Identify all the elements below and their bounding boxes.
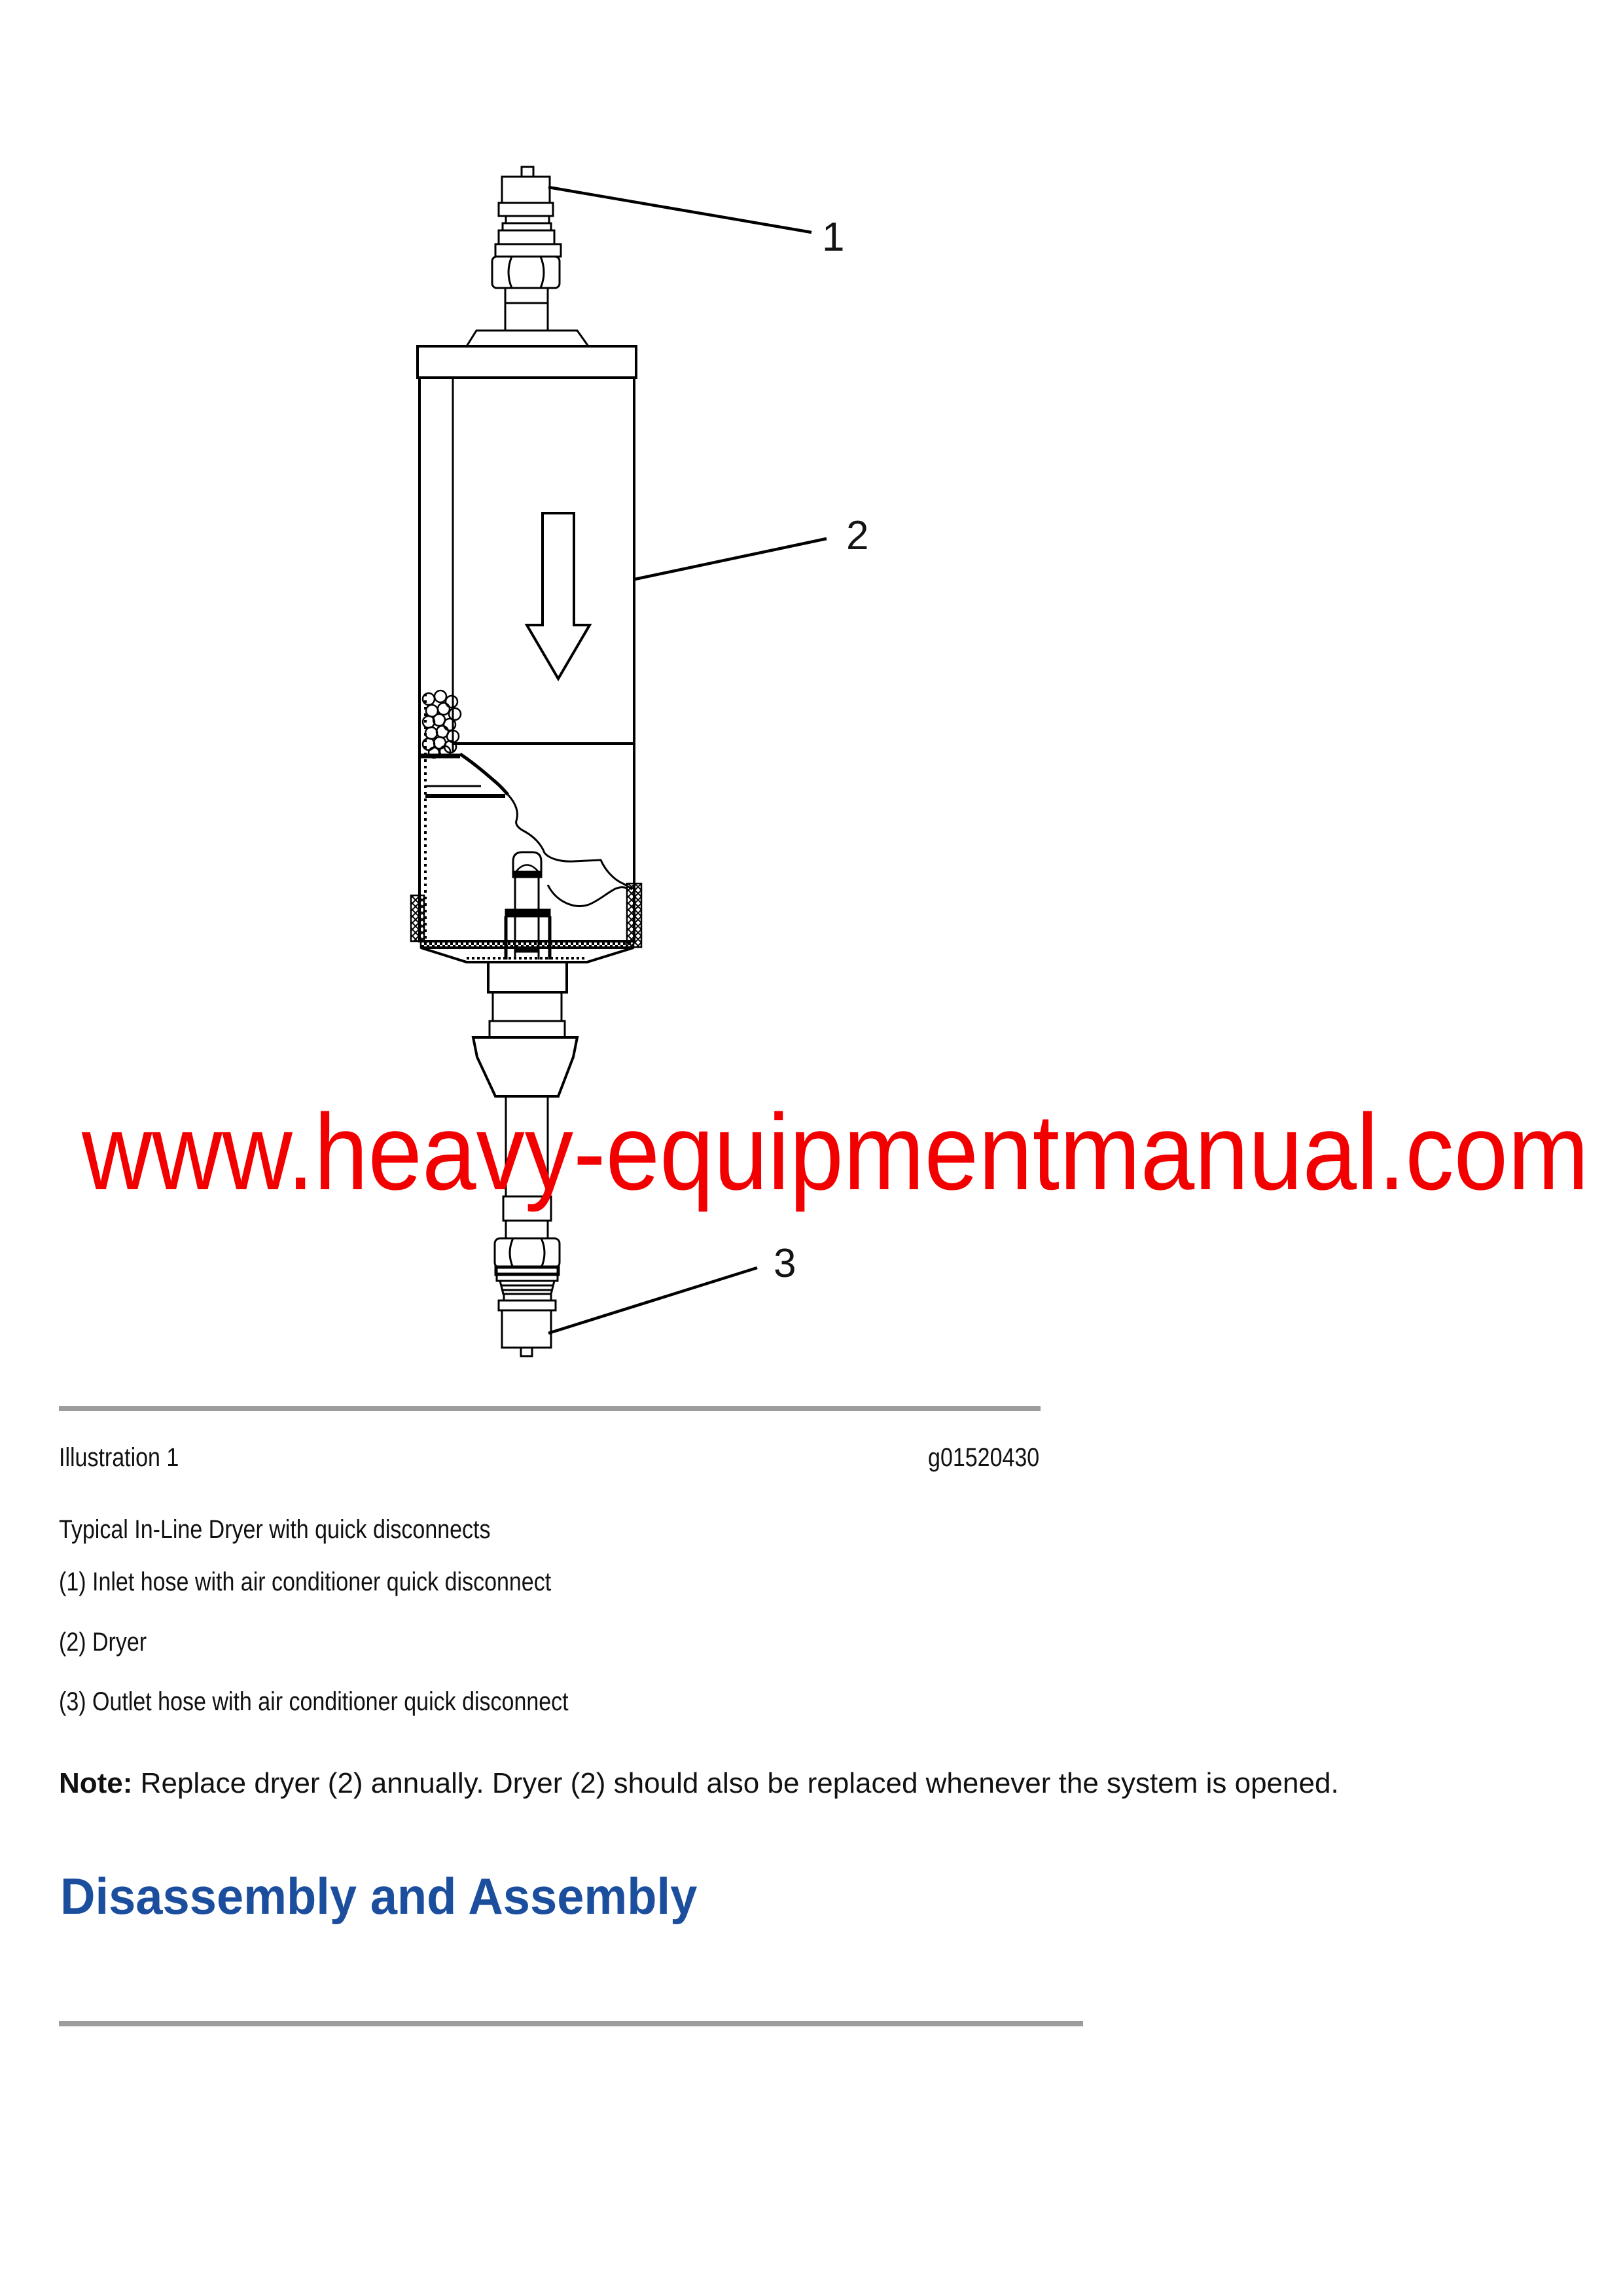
callout-1: 1	[822, 215, 845, 260]
figure-caption-id: g01520430	[927, 1443, 1039, 1472]
note-text: Replace dryer (2) annually. Dryer (2) should also be replaced whenever the system is opened.	[132, 1767, 1339, 1799]
inlet-quick-disconnect	[467, 167, 588, 346]
leader-line-2	[635, 539, 827, 579]
leader-line-1	[548, 187, 812, 232]
legend-item-1: (1) Inlet hose with air conditioner quick disconnect	[59, 1568, 552, 1596]
cutaway-section	[425, 754, 632, 906]
section-divider	[59, 2021, 1083, 2026]
legend-item-2: (2) Dryer	[59, 1628, 147, 1657]
note-paragraph	[59, 1767, 1339, 1800]
legend-item-3: (3) Outlet hose with air conditioner quick disconnect	[59, 1687, 569, 1716]
note-label: Note:	[59, 1767, 133, 1799]
callout-2: 2	[846, 513, 869, 558]
figure-caption-label: Illustration 1	[59, 1443, 179, 1472]
figure-description: Typical In-Line Dryer with quick disconnects	[59, 1515, 491, 1544]
watermark-text: www.heavy-equipmentmanual.com	[82, 1092, 1589, 1212]
callout-3: 3	[774, 1241, 796, 1286]
section-heading: Disassembly and Assembly	[60, 1867, 698, 1925]
caption-divider-top	[59, 1406, 1041, 1411]
downward-flow-arrow-icon	[527, 513, 590, 679]
desiccant-beads	[423, 691, 461, 758]
leader-line-3	[548, 1268, 757, 1333]
dryer-canister	[411, 346, 641, 962]
